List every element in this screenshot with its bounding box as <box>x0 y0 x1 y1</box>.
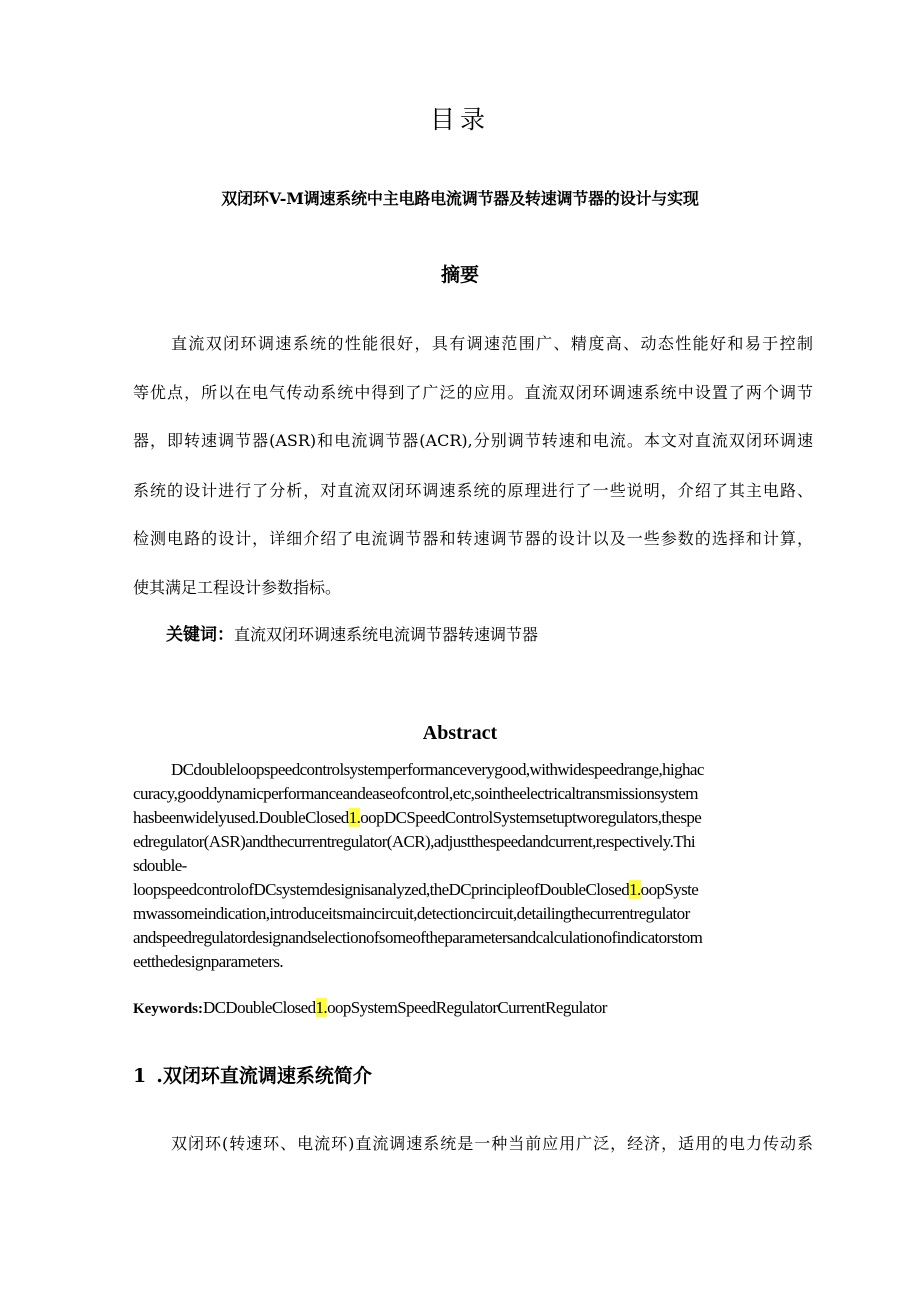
abstract-cn-line: 使其满足工程设计参数指标。 <box>133 578 342 597</box>
abstract-en-line: mwassomeindication,introduceitsmaincircuit,detectioncircuit,detailingthecurrentregulator <box>133 904 690 923</box>
section-title: .双闭环直流调速系统简介 <box>156 1065 372 1087</box>
abstract-en-heading: Abstract <box>422 722 498 744</box>
abstract-cn-line: 器，即转速调节器(ASR)和电流调节器(ACR),分别调节转速和电流。本文对直流双闭环调速 <box>133 431 813 450</box>
abstract-en-line: eetthedesignparameters. <box>133 952 283 971</box>
keywords-en <box>133 998 607 1018</box>
abstract-en-line: DCdoubleloopspeedcontrolsystemperformanceverygood,withwidespeedrange,highac <box>171 760 704 779</box>
abstract-en-line: edregulator(ASR)andthecurrentregulator(ACR),adjustthespeedandcurrent,respectively.Thi <box>133 832 696 851</box>
section-heading <box>133 1061 372 1088</box>
section-body-line: 双闭环(转速环、电流环)直流调速系统是一种当前应用广泛，经济，适用的电力传动系 <box>171 1134 813 1153</box>
keywords-cn-label: 关键词： <box>166 625 234 645</box>
abstract-en-line: andspeedregulatordesignandselectionofsomeoftheparametersandcalculationofindicatorstom <box>133 928 703 947</box>
abstract-en-line: sdouble- <box>133 856 187 875</box>
keywords-en-text: oopSystemSpeedRegulatorCurrentRegulator <box>327 998 607 1017</box>
abstract-en-text: oopDCSpeedControlSystemsetuptworegulators,thespe <box>360 808 702 827</box>
abstract-cn-line: 检测电路的设计，详细介绍了电流调节器和转速调节器的设计以及一些参数的选择和计算， <box>133 529 813 548</box>
abstract-en-line <box>133 808 809 828</box>
highlighted-text: 1. <box>315 998 328 1017</box>
abstract-cn-line: 系统的设计进行了分析，对直流双闭环调速系统的原理进行了一些说明，介绍了其主电路、 <box>133 481 813 500</box>
abstract-cn-line: 等优点，所以在电气传动系统中得到了广泛的应用。直流双闭环调速系统中设置了两个调节 <box>133 383 813 402</box>
thesis-title: 双闭环V-M调速系统中主电路电流调节器及转速调节器的设计与实现 <box>221 189 699 208</box>
keywords-cn <box>166 620 538 645</box>
abstract-en-line <box>133 880 809 900</box>
abstract-en-line: curacy,gooddynamicperformanceandeaseofcontrol,etc,sointheelectricaltransmissionsystem <box>133 784 698 803</box>
abstract-en-text: oopSyste <box>640 880 699 899</box>
keywords-cn-text: 直流双闭环调速系统电流调节器转速调节器 <box>234 625 539 644</box>
abstract-cn-heading: 摘要 <box>440 264 479 286</box>
abstract-cn-line: 直流双闭环调速系统的性能很好，具有调速范围广、精度高、动态性能好和易于控制 <box>171 334 813 353</box>
abstract-en-text: loopspeedcontrolofDCsystemdesignisanalyzed,theDCprincipleofDoubleClosed <box>133 880 630 899</box>
highlighted-text: 1. <box>629 880 641 899</box>
toc-title: 目录 <box>429 105 490 134</box>
abstract-en-text: hasbeenwidelyused.DoubleClosed <box>133 808 349 827</box>
keywords-en-text: DCDoubleClosed <box>203 998 316 1017</box>
keywords-en-label: Keywords: <box>133 1001 203 1017</box>
section-number: 1 <box>133 1065 147 1087</box>
highlighted-text: 1. <box>348 808 361 827</box>
